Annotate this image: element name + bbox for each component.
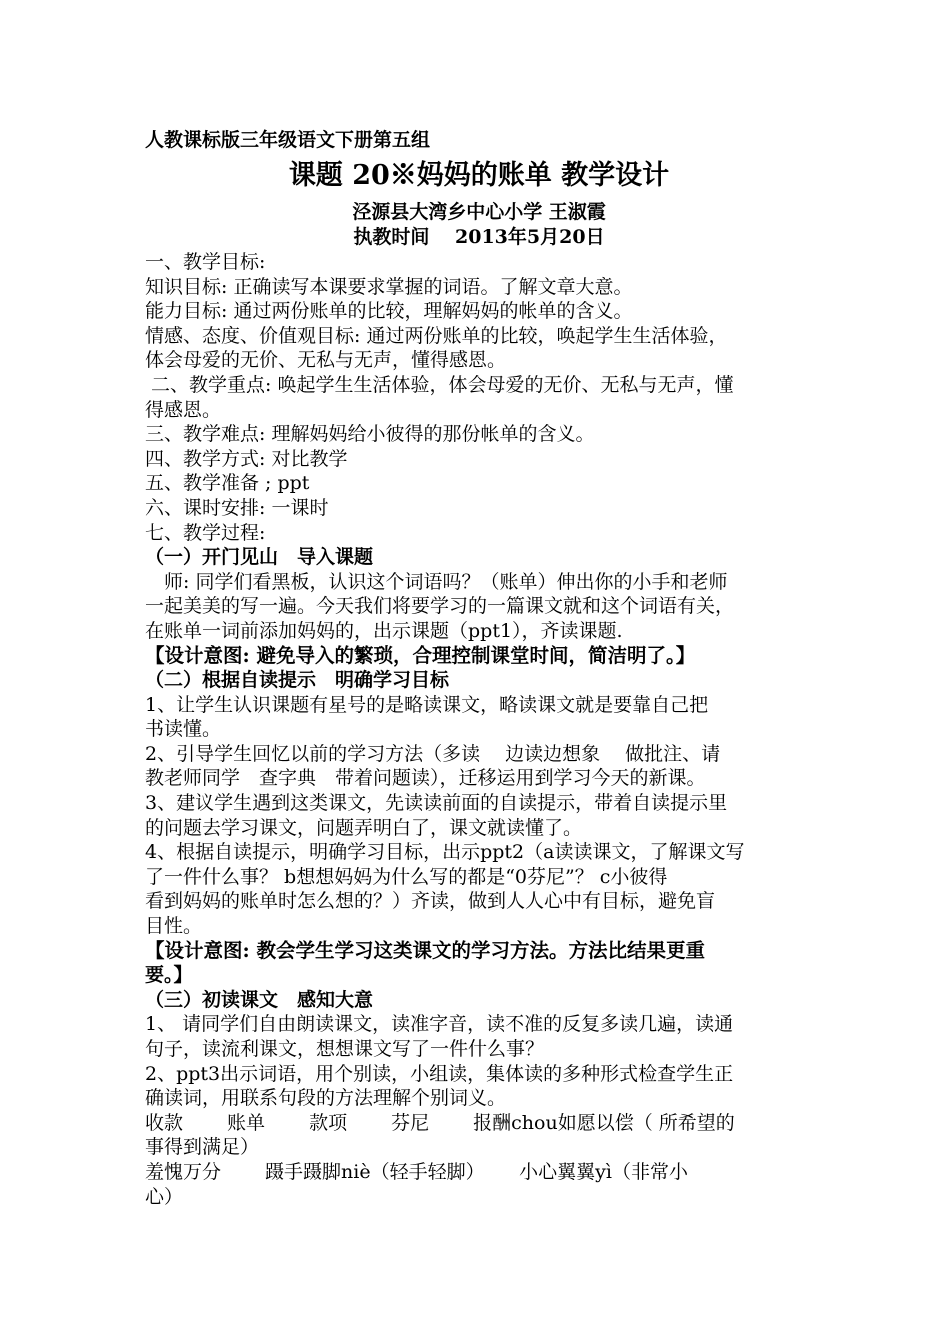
body-line: 目性。 xyxy=(145,915,203,938)
body-line: 师: 同学们看黑板，认识这个词语吗？（账单）伸出你的小手和老师 xyxy=(145,570,728,593)
body-line: 2、引导学生回忆以前的学习方法（多读 边读边想象 做批注、请 xyxy=(145,742,721,765)
body-line: 能力目标: 通过两份账单的比较，理解妈妈的帐单的含义。 xyxy=(145,300,633,323)
body-line: 了一件什么事？ b想想妈妈为什么写的都是“0芬尼”？ c小彼得 xyxy=(145,865,668,888)
body-line: 一、教学目标: xyxy=(145,251,266,273)
body-line: 情感、态度、价值观目标: 通过两份账单的比较，唤起学生生活体验， xyxy=(145,324,728,347)
body-text xyxy=(145,250,813,1209)
body-line: 句子，读流利课文，想想课文写了一件什么事？ xyxy=(145,1038,545,1060)
date-line: 执教时间 2013年5月20日 xyxy=(353,226,605,248)
body-line: 4、根据自读提示，明确学习目标，出示ppt2（a读读课文，了解课文写 xyxy=(145,841,745,864)
section-heading-line: （二）根据自读提示 明确学习目标 xyxy=(145,669,450,692)
body-line: 2、ppt3出示词语，用个别读，小组读，集体读的多种形式检查学生正 xyxy=(145,1062,734,1085)
body-line: 知识目标: 正确读写本课要求掌握的词语。了解文章大意。 xyxy=(145,275,633,298)
body-line: 六、课时安排: 一课时 xyxy=(145,496,329,519)
body-line: 1、 请同学们自由朗读课文，读准字音，读不准的反复多读几遍，读通 xyxy=(145,1013,734,1036)
body-line: 书读懂。 xyxy=(145,718,222,741)
section-heading-line: （三）初读课文 感知大意 xyxy=(145,988,374,1011)
body-line: 羞愧万分 蹑手蹑脚niè（轻手轻脚） 小心翼翼yì（非常小 xyxy=(145,1160,688,1183)
body-line: 二、教学重点: 唤起学生生活体验，体会母爱的无价、无私与无声，懂 xyxy=(145,373,734,396)
body-line: 确读词，用联系句段的方法理解个别词义。 xyxy=(145,1087,507,1110)
body-line: 七、教学过程: xyxy=(145,521,266,544)
section-heading-line: 【设计意图: 教会学生学习这类课文的学习方法。方法比结果更重 xyxy=(145,938,705,962)
body-line: 收款 账单 款项 芬尼 报酬chou如愿以偿（ 所希望的 xyxy=(145,1111,735,1134)
section-heading-line: （一）开门见山 导入课题 xyxy=(145,546,374,569)
body-line: 教老师同学 查字典 带着问题读），迁移运用到学习今天的新课。 xyxy=(145,767,706,790)
body-line: 五、教学准备 ; ppt xyxy=(145,472,310,495)
document-header: 人教课标版三年级语文下册第五组 xyxy=(145,129,431,151)
body-line: 四、教学方式: 对比教学 xyxy=(145,447,348,470)
body-line: 心） xyxy=(145,1185,184,1208)
body-line: 事得到满足） xyxy=(145,1136,260,1159)
body-line: 体会母爱的无价、无私与无声，懂得感恩。 xyxy=(145,349,507,372)
body-line: 一起美美的写一遍。今天我们将要学习的一篇课文就和这个词语有关， xyxy=(145,595,735,618)
body-line: 在账单一词前添加妈妈的，出示课题（ppt1），齐读课题. xyxy=(145,619,623,642)
body-line: 的问题去学习课文，问题弄明白了，课文就读懂了。 xyxy=(145,816,583,839)
body-line: 看到妈妈的账单时怎么想的？）齐读，做到人人心中有目标，避免盲 xyxy=(145,890,716,913)
body-line: 1、让学生认识课题有星号的是略读课文，略读课文就是要靠自己把 xyxy=(145,693,709,716)
author-line: 泾源县大湾乡中心小学 王淑霞 xyxy=(352,201,606,223)
document-title: 课题 20※妈妈的账单 教学设计 xyxy=(288,160,670,191)
section-heading-line: 【设计意图: 避免导入的繁琐，合理控制课堂时间，简洁明了。】 xyxy=(145,643,696,667)
body-line: 三、教学难点: 理解妈妈给小彼得的那份帐单的含义。 xyxy=(145,423,595,446)
body-line: 3、建议学生遇到这类课文，先读读前面的自读提示，带着自读提示里 xyxy=(145,792,728,815)
section-heading-line: 要。】 xyxy=(145,964,193,987)
body-line: 得感恩。 xyxy=(145,398,222,421)
document-body xyxy=(145,128,813,1209)
